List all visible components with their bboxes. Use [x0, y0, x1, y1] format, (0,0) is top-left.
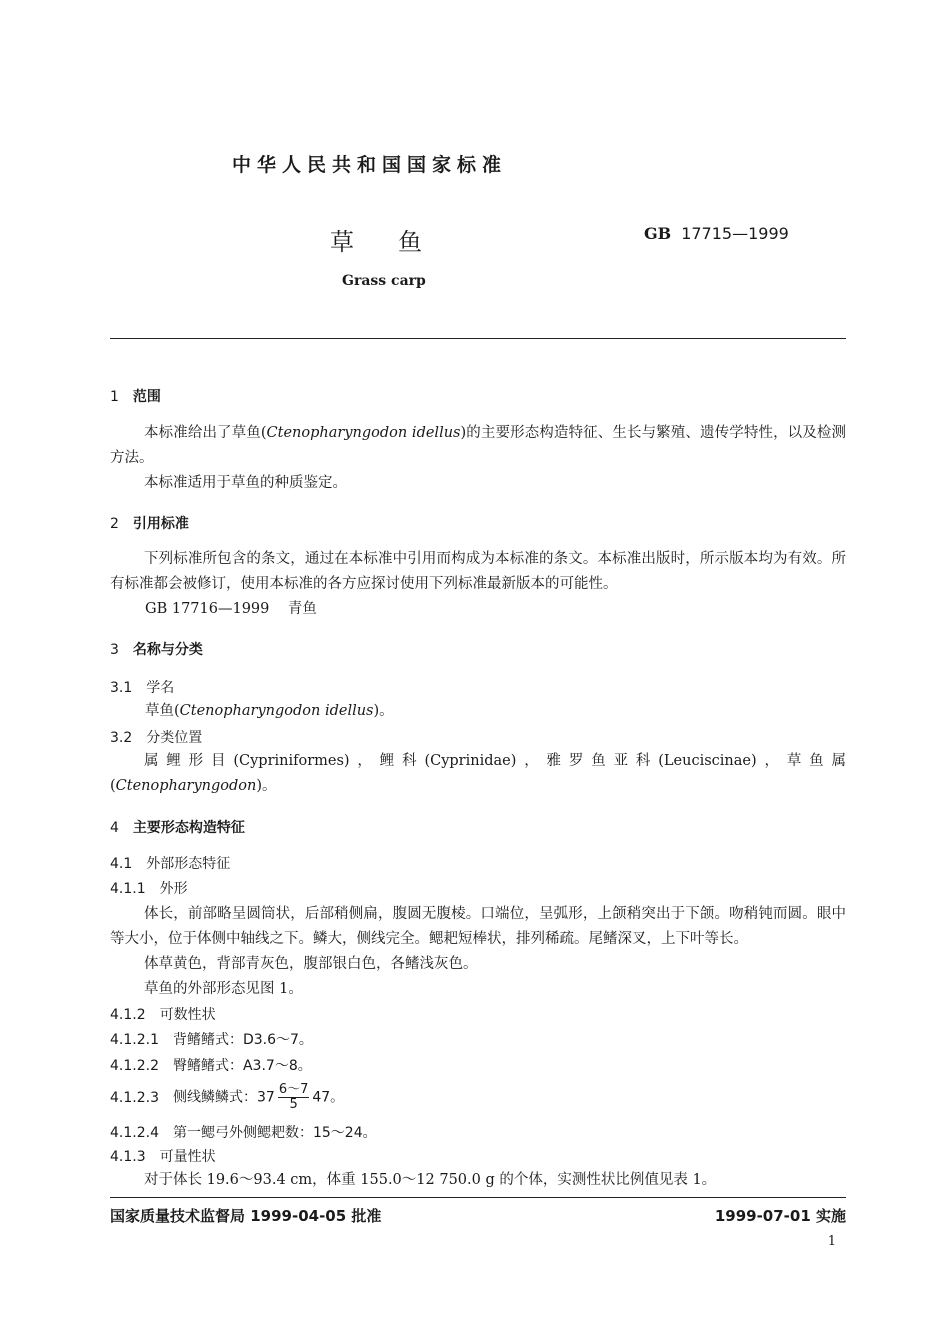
anal-fin-formula: 4.1.2.2 臀鳍鳍式：A3.7～8。	[110, 1058, 312, 1074]
issue-statement: 国家质量技术监督局 1999-04-05 批准	[110, 1207, 382, 1225]
section-3-heading: 3 名称与分类	[110, 642, 203, 658]
dorsal-fin-formula: 4.1.2.1 背鳍鳍式：D3.6～7。	[110, 1032, 313, 1048]
section-4-1-3-heading: 4.1.3 可量性状	[110, 1149, 216, 1165]
section-2-heading: 2 引用标准	[110, 516, 189, 532]
gill-raker-count: 4.1.2.4 第一鳃弓外侧鳃耙数：15～24。	[110, 1125, 377, 1141]
measurable-traits-paragraph: 对于体长 19.6～93.4 cm，体重 155.0～12 750.0 g 的个体，实测性状比例值见表 1。	[144, 1172, 717, 1188]
standard-number	[644, 224, 789, 243]
section-1-paragraph-2: 本标准适用于草鱼的种质鉴定。	[144, 475, 347, 491]
standard-name: 中华人民共和国国家标准	[232, 154, 508, 176]
body-color-paragraph: 体草黄色，背部青灰色，腹部银白色，各鳍浅灰色。	[144, 956, 478, 972]
gb-prefix: GB	[644, 224, 672, 243]
section-2-paragraph: 下列标准所包含的条文，通过在本标准中引用而构成为本标准的条文。本标准出版时，所示版本均为有效。所有标准都会被修订，使用本标准的各方应探讨使用下列标准最新版本的可能性。	[110, 551, 846, 592]
implementation-date: 1999-07-01 实施	[714, 1207, 846, 1225]
section-4-1-2-heading: 4.1.2 可数性状	[110, 1007, 216, 1023]
section-1-paragraph-1: 本标准给出了草鱼(Ctenopharyngodon idellus)的主要形态构造特征、生长与繁殖、遗传学特性，以及检测方法。	[110, 425, 847, 466]
footer-divider	[110, 1197, 846, 1198]
page-number: 1	[827, 1234, 836, 1249]
gb-number: 17715—1999	[681, 224, 789, 243]
section-4-1-heading: 4.1 外部形态特征	[110, 856, 231, 872]
scientific-name: 草鱼(Ctenopharyngodon idellus)。	[145, 703, 394, 719]
section-3-2-heading: 3.2 分类位置	[110, 730, 203, 746]
section-1-heading: 1 范围	[110, 389, 161, 405]
scale-fraction: $\frac{6\sim 7}{5}$	[278, 1082, 309, 1112]
document-title: 草鱼	[330, 228, 466, 256]
taxonomic-position: 属鲤形目(Cypriniformes)，鲤科(Cyprinidae)，雅罗鱼亚科(Leuciscinae)，草鱼属(Ctenopharyngodon)。	[110, 753, 846, 794]
section-4-1-1-heading: 4.1.1 外形	[110, 881, 188, 897]
referenced-standard: GB 17716—1999 青鱼	[145, 601, 317, 617]
external-shape-paragraph: 体长，前部略呈圆筒状，后部稍侧扁，腹圆无腹棱。口端位，呈弧形，上颌稍突出于下颌。吻稍钝而圆。眼中等大小，位于体侧中轴线之下。鳞大，侧线完全。鳃耙短棒状，排列稀疏。尾鳍深叉，上下叶等长。	[110, 906, 846, 947]
section-3-1-heading: 3.1 学名	[110, 680, 175, 696]
header-divider	[110, 338, 846, 339]
section-4-heading: 4 主要形态构造特征	[110, 820, 245, 836]
english-title: Grass carp	[342, 273, 426, 289]
lateral-line-scale-formula: 4.1.2.3 侧线鳞鳞式：37 $\frac{6\sim 7}{5}$ 47。	[110, 1082, 345, 1112]
figure-reference: 草鱼的外部形态见图 1。	[144, 981, 303, 997]
